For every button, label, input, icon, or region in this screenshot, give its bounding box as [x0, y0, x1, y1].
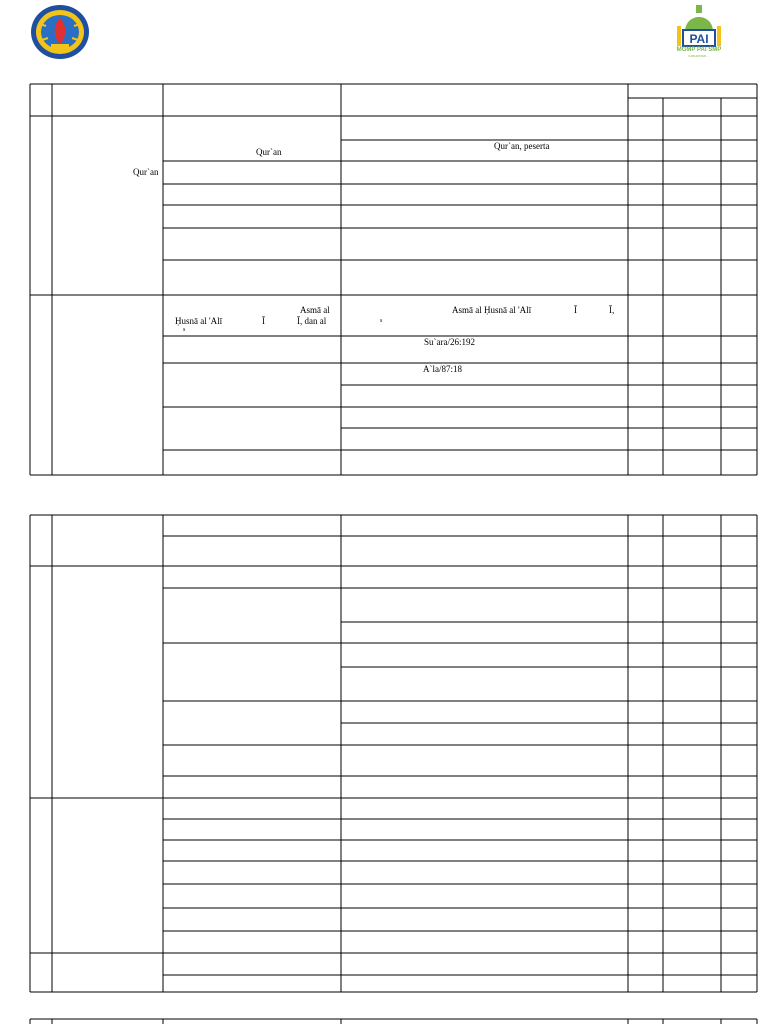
asma-al-cell: Asmā al [300, 305, 330, 315]
svg-text:PAI: PAI [689, 32, 709, 46]
dan-al-cell: Ī, dan al [297, 316, 327, 326]
macron-i-cell-2: Ī [574, 305, 577, 315]
quran-header-cell: Qur`an [256, 147, 282, 157]
suara-cell: Su`ara/26:192 [424, 337, 475, 347]
pai-logo-text: MGMP PAI SMP [676, 47, 722, 53]
macron-i-comma-cell: Ī, [609, 305, 615, 315]
macron-i-cell-1: Ī [262, 316, 265, 326]
quran-peserta-cell: Qur`an, peserta [494, 141, 550, 151]
school-emblem-logo [30, 4, 90, 60]
quran-row-label: Qur`an [133, 167, 159, 177]
small-s-cell-2: s [380, 318, 383, 324]
pai-logo-subtext: KABUPATEN ... [688, 54, 710, 58]
husna-al-cell: Ḥusnā al 'Alī [175, 316, 223, 326]
asma-husna-long-cell: Asmā al Ḥusnā al 'Alī [452, 305, 532, 315]
ala-cell: A`la/87:18 [423, 364, 462, 374]
small-s-cell-1: s [183, 327, 186, 333]
